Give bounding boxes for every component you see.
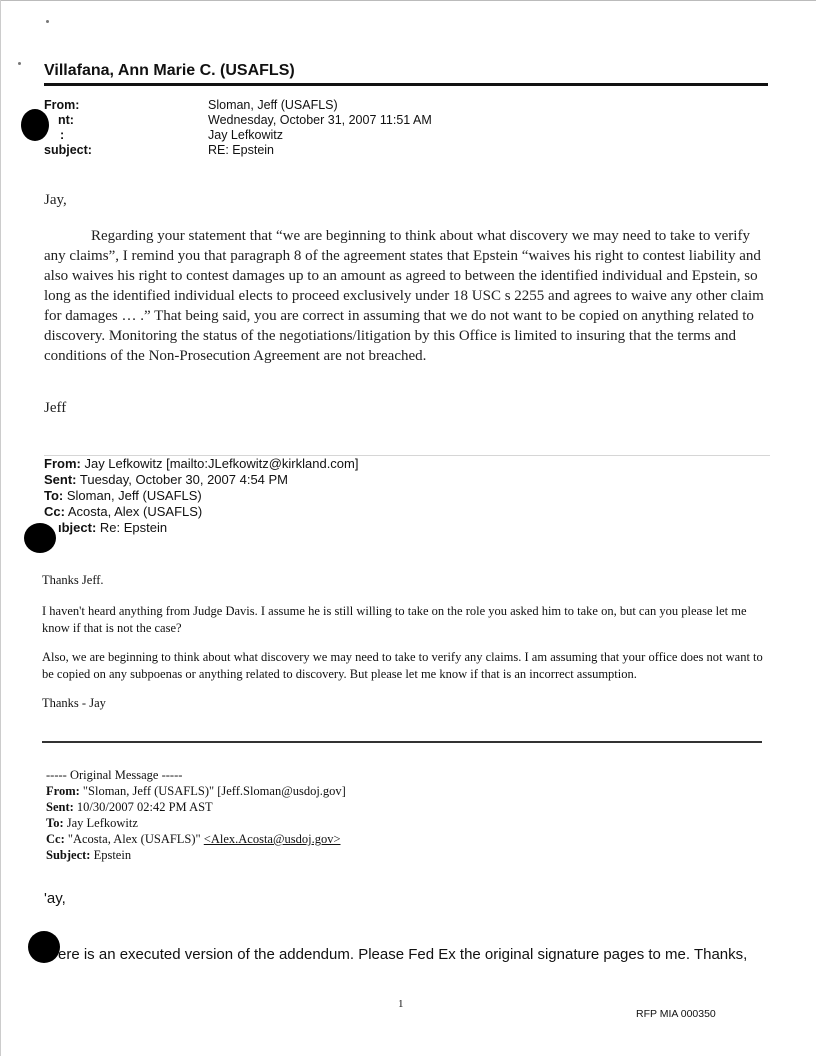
original-cc: Cc: "Acosta, Alex (USAFLS)" <Alex.Acosta@usdoj.gov>	[46, 832, 341, 846]
redaction-mark	[21, 109, 49, 141]
lefkowitz-signoff: Thanks - Jay	[42, 696, 106, 710]
sloman-greeting: 'ay,	[44, 890, 66, 907]
sent-label: nt:	[58, 113, 74, 127]
original-to: To: Jay Lefkowitz	[46, 816, 138, 830]
scan-speck	[18, 62, 21, 65]
message-divider	[42, 741, 762, 743]
scan-left-edge	[0, 0, 1, 1056]
subject-value: RE: Epstein	[208, 143, 275, 157]
forwarded-to: To: Sloman, Jeff (USAFLS)	[44, 488, 202, 503]
original-message-divider: ----- Original Message -----	[46, 768, 183, 782]
scan-top-edge	[0, 0, 816, 1]
original-subject: Subject: Epstein	[46, 848, 132, 862]
from-value: Sloman, Jeff (USAFLS)	[208, 98, 338, 112]
redaction-mark	[24, 523, 56, 553]
original-sent: Sent: 10/30/2007 02:42 PM AST	[46, 800, 213, 814]
original-from: From: "Sloman, Jeff (USAFLS)" [Jeff.Sloman@usdoj.gov]	[46, 784, 346, 798]
reply-signoff: Jeff	[44, 400, 67, 416]
forwarded-sent: Sent: Tuesday, October 30, 2007 4:54 PM	[44, 472, 289, 487]
to-value: Jay Lefkowitz	[208, 128, 284, 142]
page-number: 1	[398, 998, 404, 1010]
subject-label: subject:	[44, 143, 92, 157]
from-label: From:	[44, 98, 80, 112]
bates-number: RFP MIA 000350	[636, 1008, 716, 1020]
lefkowitz-opening: Thanks Jeff.	[42, 573, 104, 587]
mailbox-owner-title: Villafana, Ann Marie C. (USAFLS)	[44, 62, 295, 79]
lefkowitz-paragraph-1: I haven't heard anything from Judge Davis. I assume he is still willing to take on the role you asked him to take on, but can you please let me know if that is not the case?	[42, 604, 747, 635]
lefkowitz-paragraph-2: Also, we are beginning to think about what discovery we may need to take to verify any claims. I am assuming that your office does not want to be copied on any subpoenas or anything related to discovery. But please let me know if that is an incorrect assumption.	[42, 650, 763, 681]
sloman-body: ere is an executed version of the addendum. Please Fed Ex the original signature pages to me. Thanks,	[58, 946, 748, 963]
reply-paragraph: Regarding your statement that “we are beginning to think about what discovery we may need to take to verify any claims”, I remind you that paragraph 8 of the agreement states that Epstein “waives his right to contest liability and also waives his right to contest damages up to an amount as agreed to between the identified individual and Epstein, so long as the identified individual elects to proceed exclusively under 18 USC s 2255 and agrees to waive any other claim for damages … .” That being said, you are correct in assuming that we do not want to be copied on anything related to discovery. Monitoring the status of the negotiations/litigation by this Office is limited to insuring that the terms and conditions of the Non-Prosecution Agreement are not breached.	[44, 228, 764, 364]
forwarded-subject: ıbject: Re: Epstein	[58, 520, 168, 535]
sent-value: Wednesday, October 31, 2007 11:51 AM	[208, 113, 432, 127]
forwarded-from: From: Jay Lefkowitz [mailto:JLefkowitz@kirkland.com]	[44, 456, 359, 471]
heading-rule	[44, 83, 768, 86]
reply-greeting: Jay,	[44, 192, 67, 208]
forwarded-cc: Cc: Acosta, Alex (USAFLS)	[44, 504, 203, 519]
redaction-mark	[28, 931, 60, 963]
scan-speck	[46, 20, 49, 23]
to-label: :	[60, 128, 65, 142]
cc-email-link[interactable]: <Alex.Acosta@usdoj.gov>	[203, 832, 341, 846]
